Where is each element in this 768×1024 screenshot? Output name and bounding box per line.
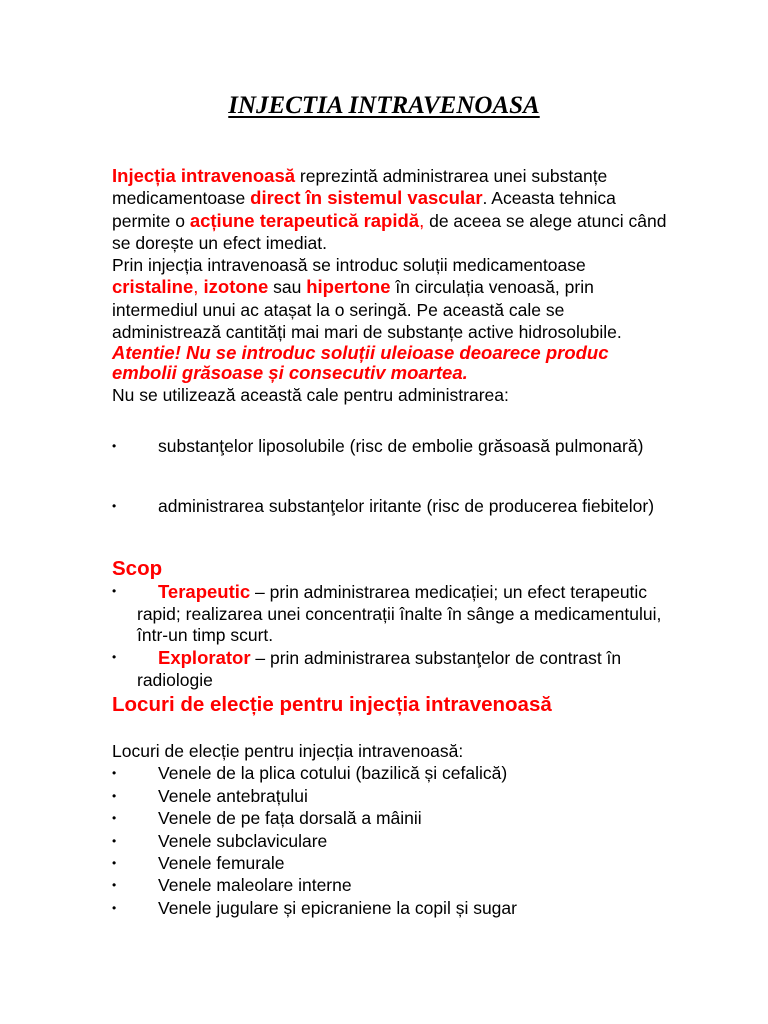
list-item	[112, 785, 672, 807]
scop-explorator-label: Explorator	[158, 647, 251, 669]
sau-text: sau	[268, 277, 307, 298]
list-item	[112, 807, 672, 829]
bullet-icon: •	[112, 855, 117, 870]
bullet-icon: •	[112, 900, 117, 915]
definition-text-3: de aceea se alege atunci când se dorește un efect imediat.	[112, 210, 667, 253]
scop-terapeutic-text: – prin administrarea medicației; un efect terapeutic rapid; realizarea unei concentrații înalte în sânge a medicamentului, într-un timp scurt.	[137, 582, 662, 646]
comma-2: ,	[193, 276, 204, 298]
term-direct-vascular: direct în sistemul vascular	[250, 187, 483, 209]
list-item-text: Venele de la plica cotului (bazilică și cefalică)	[158, 763, 508, 784]
list-item-text: Venele antebrațului	[158, 785, 308, 806]
locuri-list	[112, 740, 672, 919]
term-hipertone: hipertone	[306, 276, 391, 298]
locuri-heading: Locuri de elecție pentru injecția intravenoasă	[112, 693, 552, 716]
list-item-text: substanţelor liposolubile (risc de embolie grăsoasă pulmonară)	[158, 436, 644, 456]
list-item	[112, 647, 672, 691]
scop-terapeutic-label: Terapeutic	[158, 581, 251, 602]
locuri-section	[112, 693, 672, 717]
definition-text-2: . Aceasta tehnica permite o	[112, 188, 616, 231]
bullet-icon: •	[112, 766, 117, 781]
definition-text: reprezintă administrarea unei substanțe medicamentoase	[112, 166, 608, 209]
scop-heading: Scop	[112, 557, 163, 580]
scop-section	[112, 557, 672, 692]
list-item-text: Venele maleolare interne	[158, 875, 352, 896]
list-item	[112, 762, 672, 784]
not-used-list-2	[112, 496, 672, 518]
term-injectia-intravenoasa: Injecția intravenoasă	[112, 165, 296, 186]
list-item-text: Venele femurale	[158, 852, 285, 873]
not-used-list	[112, 436, 672, 458]
list-item	[112, 436, 672, 458]
list-item-text: Venele jugulare și epicraniene la copil și sugar	[158, 897, 517, 918]
list-item	[112, 897, 672, 919]
list-item	[112, 581, 672, 647]
list-item-text: Venele de pe fața dorsală a mâinii	[158, 808, 422, 829]
term-cristaline: cristaline	[112, 276, 194, 298]
bullet-icon: •	[112, 439, 117, 453]
definition-paragraph	[112, 165, 672, 254]
bullet-icon: •	[112, 499, 117, 513]
page-title: INJECTIA INTRAVENOASA	[228, 92, 540, 119]
solutions-text-2: în circulația venoasă, prin intermediul unui ac atașat la o seringă. Pe această cale se administrează cantități mai mari de substanțe active hidrosolubile.	[112, 277, 622, 343]
bullet-icon: •	[112, 788, 117, 803]
solutions-text: Prin injecția intravenoasă se introduc soluții medicamentoase	[112, 255, 586, 276]
not-used-intro: Nu se utilizează această cale pentru administrarea:	[112, 385, 509, 406]
intro-section	[112, 165, 672, 407]
scop-explorator-text: – prin administrarea substanţelor de contrast în radiologie	[137, 648, 622, 690]
solutions-paragraph	[112, 254, 672, 343]
list-item	[112, 874, 672, 896]
comma: ,	[419, 209, 425, 231]
bullet-icon: •	[112, 650, 117, 665]
term-izotone: izotone	[203, 276, 269, 298]
list-item-text: administrarea substanţelor iritante (risc de producerea fiebitelor)	[158, 496, 655, 516]
locuri-intro: Locuri de elecție pentru injecția intravenoasă:	[112, 741, 464, 761]
list-item	[112, 852, 672, 874]
term-actiune-rapida: acțiune terapeutică rapidă	[189, 209, 420, 231]
bullet-icon: •	[112, 833, 117, 848]
bullet-icon: •	[112, 584, 117, 598]
bullet-icon: •	[112, 811, 117, 826]
list-item-text: Venele subclaviculare	[158, 830, 328, 851]
warning-text: Atentie! Nu se introduc soluții uleioase deoarece produc embolii grăsoase și consecutiv moartea.	[112, 342, 609, 384]
list-item	[112, 830, 672, 852]
bullet-icon: •	[112, 878, 117, 893]
list-item	[112, 496, 672, 518]
